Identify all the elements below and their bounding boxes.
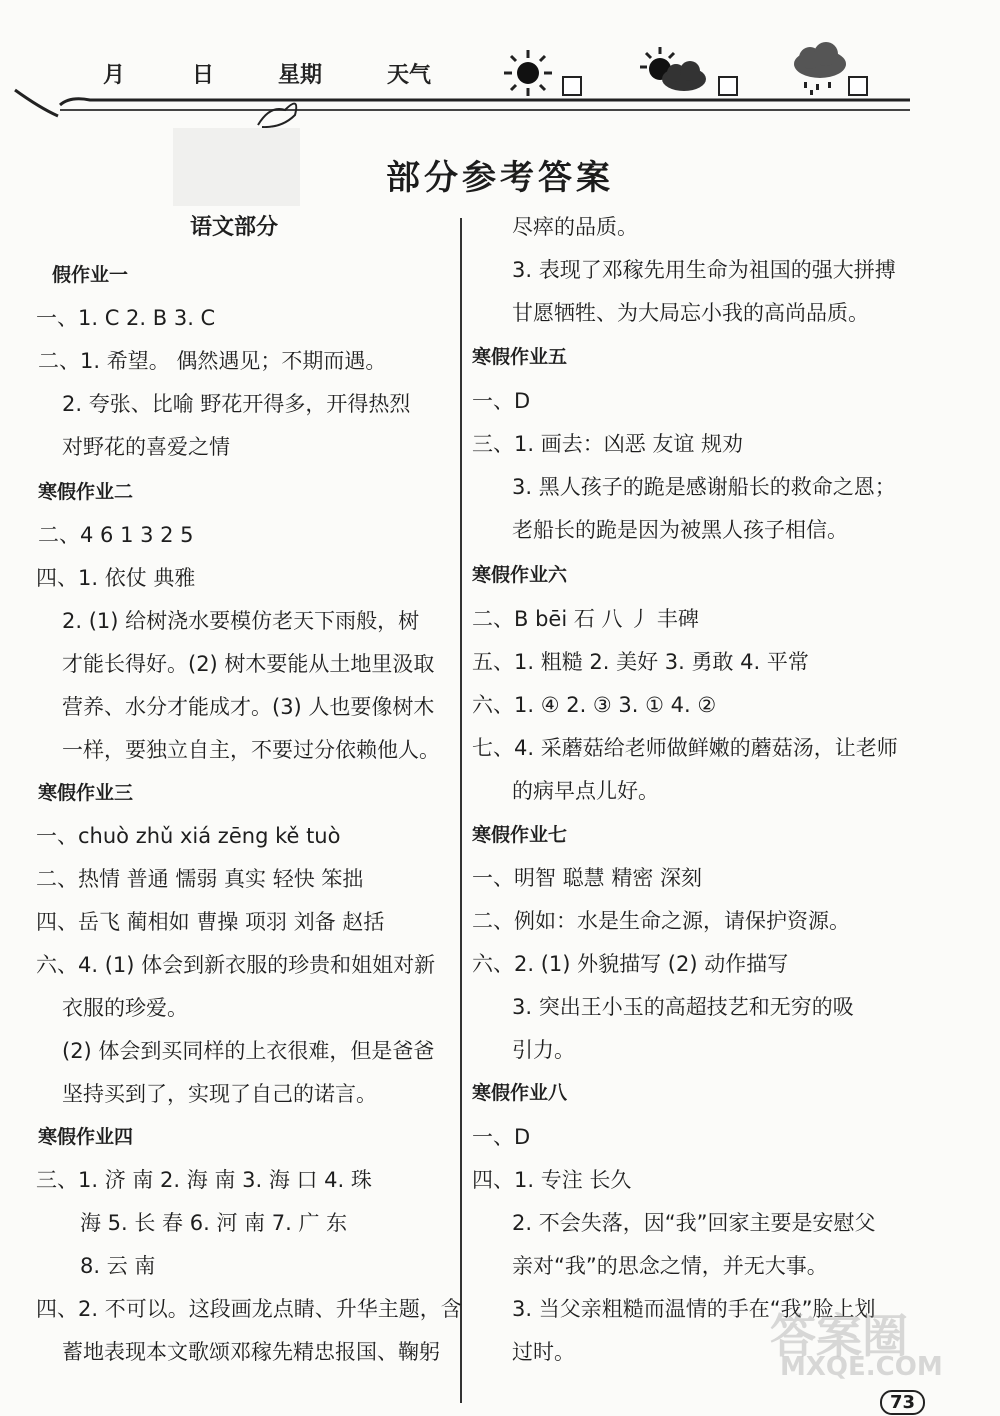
answer-line: 四、1. 依仗 典雅 (36, 566, 196, 590)
answer-line: 一、D (472, 389, 531, 413)
diary-header (0, 0, 1000, 140)
answer-line: 四、2. 不可以。这段画龙点睛、升华主题，含 (36, 1297, 462, 1321)
page-title: 部分参考答案 (386, 158, 614, 198)
answer-line: 六、4. (1) 体会到新衣服的珍贵和姐姐对新 (36, 953, 436, 977)
answer-line: 对野花的喜爱之情 (62, 435, 230, 459)
answer-line: 四、1. 专注 长久 (472, 1168, 632, 1192)
answer-line: 3. 当父亲粗糙而温情的手在“我”脸上划 (512, 1297, 876, 1321)
answer-line: 尽瘁的品质。 (512, 215, 638, 239)
answer-line: 营养、水分才能成才。(3) 人也要像树木 (62, 695, 435, 719)
section-heading: 寒假作业五 (472, 346, 568, 368)
answer-line: 3. 表现了邓稼先用生命为祖国的强大拼搏 (512, 258, 896, 282)
answer-line: 六、2. (1) 外貌描写 (2) 动作描写 (472, 952, 789, 976)
section-heading: 寒假作业六 (472, 564, 568, 586)
weekday-label: 星期 (278, 63, 323, 88)
answer-line: 亲对“我”的思念之情，并无大事。 (512, 1254, 828, 1278)
answer-line: 四、岳飞 蔺相如 曹操 项羽 刘备 赵括 (36, 910, 385, 934)
answer-line: 三、1. 济 南 2. 海 南 3. 海 口 4. 珠 (36, 1168, 372, 1192)
answer-line: 3. 突出王小玉的高超技艺和无穷的吸 (512, 995, 854, 1019)
answer-line: 引力。 (512, 1038, 575, 1062)
answer-line: 一、chuò zhǔ xiá zēng kě tuò (36, 824, 341, 848)
answer-line: 才能长得好。(2) 树木要能从土地里汲取 (62, 652, 435, 676)
answer-line: 三、1. 画去：凶恶 友谊 规劝 (472, 432, 744, 456)
section-heading: 寒假作业四 (38, 1126, 134, 1148)
answer-line: 一、D (472, 1125, 531, 1149)
answer-line: 七、4. 采蘑菇给老师做鲜嫩的蘑菇汤，让老师 (472, 736, 898, 760)
answer-line: 五、1. 粗糙 2. 美好 3. 勇敢 4. 平常 (472, 650, 809, 674)
answer-line: 8. 云 南 (80, 1254, 156, 1278)
watermark-url: MXQE.COM (780, 1352, 943, 1382)
answer-line: 六、1. ④ 2. ③ 3. ① 4. ② (472, 693, 717, 717)
section-heading: 寒假作业三 (38, 782, 134, 804)
page-number: 73 (880, 1390, 925, 1415)
answer-line: 2. (1) 给树浇水要模仿老天下雨般，树 (62, 609, 420, 633)
answer-line: 二、例如：水是生命之源，请保护资源。 (472, 909, 850, 933)
weather-label: 天气 (387, 63, 432, 88)
answer-line: 二、热情 普通 懦弱 真实 轻快 笨拙 (36, 867, 364, 891)
section-heading: 寒假作业七 (472, 824, 568, 846)
answer-line: 过时。 (512, 1340, 575, 1364)
answer-line: 二、B bēi 石 八 丿 丰碑 (472, 607, 699, 631)
answer-line: 一、明智 聪慧 精密 深刻 (472, 866, 703, 890)
answer-line: 二、1. 希望。 偶然遇见；不期而遇。 (38, 349, 387, 373)
month-label: 月 (103, 63, 126, 88)
answer-line: 的病早点儿好。 (512, 779, 659, 803)
day-label: 日 (192, 63, 215, 88)
answer-line: 蓄地表现本文歌颂邓稼先精忠报国、鞠躬 (62, 1340, 440, 1364)
section-subtitle: 语文部分 (190, 214, 279, 240)
answer-line: 2. 不会失落，因“我”回家主要是安慰父 (512, 1211, 876, 1235)
watermark: 答案圈 (770, 1309, 908, 1363)
section-heading: 寒假作业八 (472, 1082, 568, 1104)
header-rule (0, 0, 1000, 140)
answer-line: 衣服的珍爱。 (62, 996, 188, 1020)
answer-line: 坚持买到了，实现了自己的诺言。 (62, 1082, 377, 1106)
section-heading: 寒假作业二 (38, 481, 134, 503)
answer-line: 甘愿牺牲、为大局忘小我的高尚品质。 (512, 301, 869, 325)
answer-line: 2. 夸张、比喻 野花开得多，开得热烈 (62, 392, 411, 416)
section-heading: 假作业一 (52, 264, 129, 286)
answer-line: 3. 黑人孩子的跪是感谢船长的救命之恩； (512, 475, 896, 499)
column-divider (460, 218, 462, 1403)
answer-line: 海 5. 长 春 6. 河 南 7. 广 东 (80, 1211, 348, 1235)
answer-line: 一、1. C 2. B 3. C (36, 306, 216, 330)
answer-line: 二、4 6 1 3 2 5 (38, 523, 194, 547)
answer-line: 老船长的跪是因为被黑人孩子相信。 (512, 518, 848, 542)
answer-line: 一样，要独立自主，不要过分依赖他人。 (62, 738, 440, 762)
answer-line: (2) 体会到买同样的上衣很难，但是爸爸 (62, 1039, 435, 1063)
